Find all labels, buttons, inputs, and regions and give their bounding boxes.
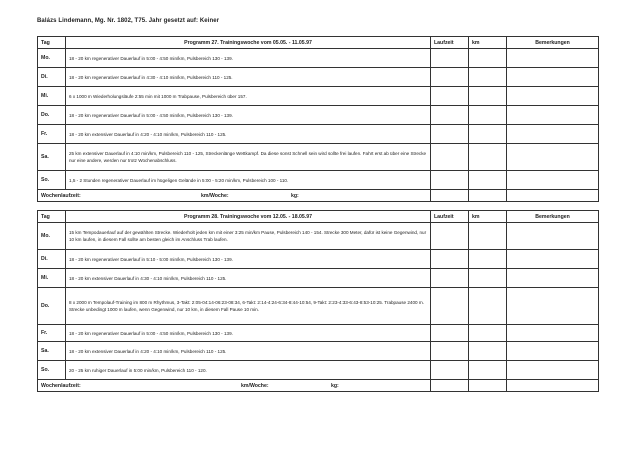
week-28-table [37,210,599,392]
workout-text: 20 - 25 km ruhiger Dauerlauf in 5:00 min/km, Pulsbereich 110 - 120. [66,361,431,380]
day-label: Di. [38,68,66,87]
laufzeit-cell [431,125,469,144]
day-label: Do. [38,288,66,325]
table-row [38,250,599,269]
laufzeit-cell [431,288,469,325]
laufzeit-cell [431,223,469,250]
remarks-cell [507,87,599,106]
table-row [38,125,599,144]
laufzeit-cell [431,325,469,342]
remarks-cell [507,361,599,380]
remarks-cell [507,125,599,144]
workout-text: 18 - 20 km regenerativer Dauerlauf in 5:00 - 4:50 min/km, Pulsbereich 130 - 139. [66,106,431,125]
workout-text: 18 - 20 km regenerativer Dauerlauf in 5:00 - 4:50 min/km, Pulsbereich 130 - 139. [66,49,431,68]
table-row [38,49,599,68]
km-cell [469,87,507,106]
remarks-cell [507,250,599,269]
day-label: Fr. [38,125,66,144]
table-row [38,144,599,171]
week-footer [38,190,431,202]
workout-text: 15 km Tempodauerlauf auf der gewählten Strecke. Wiederholt jeden km mit einer 3:25 min/km Pause, Pulsbereich 140 - 154. Strecke 300 Meter, dafür ist keine Gegenwind, nur 10 km laufen, in diesem Fall sollte am besten gleich im Anschluss Trab laufen. [66,223,431,250]
remarks-cell [507,342,599,361]
remarks-cell [507,171,599,190]
day-label: Sa. [38,144,66,171]
laufzeit-cell [431,49,469,68]
day-label: Fr. [38,325,66,342]
laufzeit-cell [431,250,469,269]
laufzeit-cell [431,361,469,380]
km-cell [469,223,507,250]
km-cell [469,342,507,361]
table-row [38,171,599,190]
workout-text: 6 x 1000 m Wiederholungsläufe 2:55 min mit 1000 m Trabpause, Pulsbereich über 157. [66,87,431,106]
km-cell [469,380,507,392]
km-cell [469,106,507,125]
workout-text: 18 - 20 km extensiver Dauerlauf in 4:30 - 4:10 min/km, Pulsbereich 110 - 125. [66,269,431,288]
km-cell [469,269,507,288]
laufzeit-cell [431,190,469,202]
km-cell [469,288,507,325]
table-row [38,223,599,250]
workout-text: 1,5 - 2 Stunden regenerativer Dauerlauf im hügeligen Gelände in 5:00 - 5:20 min/km, Pulsbereich 100 - 110. [66,171,431,190]
day-label: So. [38,171,66,190]
km-woche-label: km/Woche: [241,382,269,389]
week-footer [38,380,431,392]
remarks-cell [507,269,599,288]
workout-text: 18 - 20 km regenerativer Dauerlauf in 5:00 - 4:50 min/km, Pulsbereich 130 - 139. [66,325,431,342]
remarks-cell [507,190,599,202]
day-label: Mo. [38,49,66,68]
km-cell [469,325,507,342]
day-label: Mi. [38,269,66,288]
table-row [38,269,599,288]
laufzeit-cell [431,171,469,190]
workout-text: 18 - 20 km extensiver Dauerlauf in 4:20 - 4:10 min/km, Pulsbereich 110 - 125. [66,125,431,144]
remarks-cell [507,325,599,342]
day-column-header: Tag [38,37,66,49]
km-cell [469,171,507,190]
workout-text: 8 x 2000 m Tempolauf-Training im 800 m Rhythmus, 3-Takt: 2:05-04:14-06:23-08:34, 6-Takt: 2:14-4:24-6:34-8:44-10:54, 9-Takt: 2:23-4:33-6:43-8:53-10:25. Trabpause 2400 m. Strecke unbedingt 1000 m laufen, wenn Gegenwind, nur 10 km, in diesem Fall Pause 10 min. [66,288,431,325]
km-cell [469,361,507,380]
wochenlaufzeit-label: Wochenlaufzeit: [41,382,81,389]
km-cell [469,125,507,144]
laufzeit-cell [431,342,469,361]
kg-label: kg: [291,192,299,199]
km-header: km [469,37,507,49]
bemerkungen-header: Bemerkungen [507,37,599,49]
km-cell [469,190,507,202]
day-label: Di. [38,250,66,269]
km-header: km [469,211,507,223]
laufzeit-cell [431,106,469,125]
laufzeit-header: Laufzeit [431,37,469,49]
km-cell [469,144,507,171]
week-27-table [37,36,599,202]
workout-text: 25 km extensiver Dauerlauf in 4:10 min/km, Pulsbereich 110 - 125, Streckenlänge Wettkampf. Da diese sonst Schnell sein wird sollte frei laufen. Fahrt erst ab über eine Strecke nur eine andere, werden nur trotz Wochenabschluss. [66,144,431,171]
table-row [38,106,599,125]
workout-text: 18 - 20 km regenerativer Dauerlauf in 4:30 - 4:10 min/km, Pulsbereich 110 - 125. [66,68,431,87]
km-cell [469,49,507,68]
table-header-row [38,211,599,223]
remarks-cell [507,380,599,392]
table-row [38,325,599,342]
workout-text: 18 - 20 km regenerativer Dauerlauf in 5:10 - 5:00 min/km, Pulsbereich 130 - 139. [66,250,431,269]
km-woche-label: km/Woche: [201,192,229,199]
remarks-cell [507,106,599,125]
remarks-cell [507,144,599,171]
day-column-header: Tag [38,211,66,223]
remarks-cell [507,68,599,87]
kg-label: kg: [331,382,339,389]
km-cell [469,250,507,269]
remarks-cell [507,223,599,250]
remarks-cell [507,288,599,325]
laufzeit-cell [431,380,469,392]
workout-text: 18 - 20 km extensiver Dauerlauf in 4:20 - 4:10 min/km, Pulsbereich 110 - 125. [66,342,431,361]
laufzeit-header: Laufzeit [431,211,469,223]
day-label: Do. [38,106,66,125]
table-row [38,288,599,325]
week-footer-row [38,380,599,392]
laufzeit-cell [431,68,469,87]
week-footer-row [38,190,599,202]
day-label: Sa. [38,342,66,361]
table-row [38,68,599,87]
wochenlaufzeit-label: Wochenlaufzeit: [41,192,81,199]
laufzeit-cell [431,269,469,288]
day-label: So. [38,361,66,380]
week-title: Programm 28. Trainingswoche vom 12.05. - 18.05.97 [66,211,431,223]
laufzeit-cell [431,144,469,171]
table-row [38,342,599,361]
document-header: Balázs Lindemann, Mg. Nr. 1802, T75. Jahr gesetzt auf: Keiner [37,18,220,24]
km-cell [469,68,507,87]
week-title: Programm 27. Trainingswoche vom 05.05. - 11.05.97 [66,37,431,49]
table-row [38,361,599,380]
remarks-cell [507,49,599,68]
day-label: Mo. [38,223,66,250]
day-label: Mi. [38,87,66,106]
laufzeit-cell [431,87,469,106]
table-header-row [38,37,599,49]
bemerkungen-header: Bemerkungen [507,211,599,223]
table-row [38,87,599,106]
